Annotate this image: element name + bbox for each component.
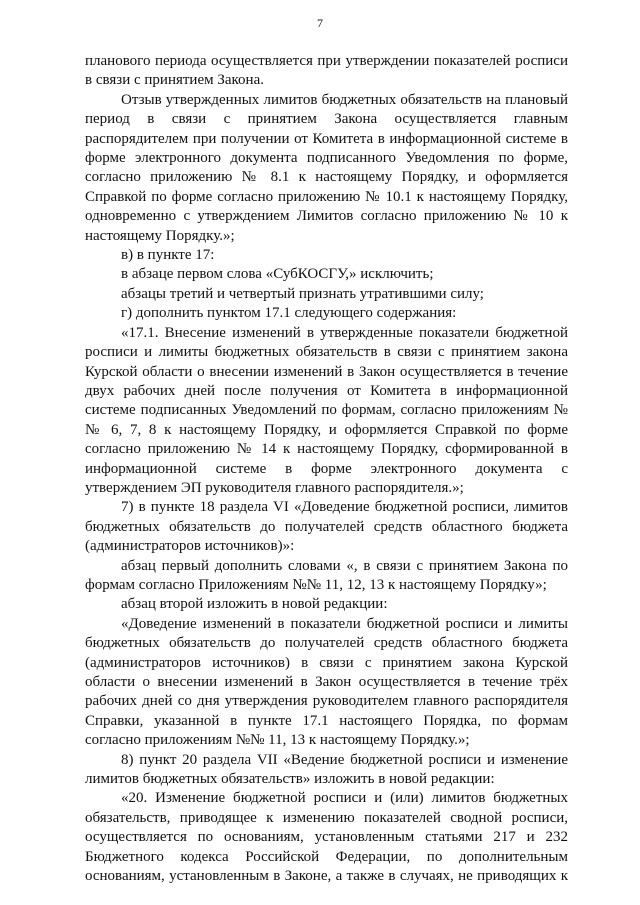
paragraph-item-g: г) дополнить пунктом 17.1 следующего содержания: — [121, 305, 457, 322]
paragraph-item-7: 7) в пункте 18 раздела VI «Доведение бюджетной росписи, лимитов бюджетных обязательств до получателей средств областного бюджета (администраторов источников)»: — [85, 499, 568, 555]
paragraph-second-abzac: абзац второй изложить в новой редакции: — [121, 596, 388, 613]
paragraph-first-abzac: в абзаце первом слова «СубКОСГУ,» исключить; — [121, 266, 434, 283]
paragraph-withdrawal-limits: Отзыв утвержденных лимитов бюджетных обязательств на плановый период в связи с принятием Закона осуществляется главным распорядителем при получении от Комитета в информационной системе в форме электронного документа подписанного Уведомления по форме, согласно приложению № 8.1 к настоящему Порядку, и оформляется Справкой по форме согласно приложению № 10.1 к настоящему Порядку, одновременно с утверждением Лимитов согласно приложению № 10 к настоящему Порядку.»; — [85, 91, 568, 244]
paragraph-20: «20. Изменение бюджетной росписи и (или) лимитов бюджетных обязательств, приводящее к изменению показателей сводной росписи, осуществляется по основаниям, установленным статьями 217 и 232 Бюджетного кодекса Российской Федерации, по дополнительным основаниям, установленным в Законе, а также в случаях, не приводящих к — [85, 790, 568, 885]
paragraph-third-fourth-abzac: абзацы третий и четвертый признать утратившими силу; — [121, 285, 484, 302]
page-number: 7 — [317, 16, 323, 30]
paragraph-17-1: «17.1. Внесение изменений в утвержденные показатели бюджетной росписи и лимиты бюджетных обязательств в связи с принятием закона Курской области о внесении изменений в Закон осуществляется в течение двух рабочих дней после получения от Комитета в информационной системе подписанных Уведомлений по формам, согласно приложениям №№ 6, 7, 8 к настоящему Порядку, и оформляется Справкой по форме согласно приложению № 14 к настоящему Порядку, сформированной в информационной системе в форме электронного документа с утверждением ЭП руководителя главного распорядителя.»; — [85, 324, 568, 496]
document-body — [85, 52, 568, 886]
paragraph-dovedenie: «Доведение изменений в показатели бюджетной росписи и лимиты бюджетных обязательств до получателей средств областного бюджета (администраторов источников) в связи с принятием закона Курской области о внесении изменений в Закон осуществляется в течение трёх рабочих дней со дня утверждения руководителем главного распорядителя Справки, указанной в пункте 17.1 настоящего Порядка, по формам согласно приложениям №№ 11, 13 к настоящему Порядку.»; — [85, 615, 568, 749]
paragraph-continuation-planning-period: планового периода осуществляется при утверждении показателей росписи в связи с принятием Закона. — [85, 53, 568, 89]
paragraph-first-abzac-add: абзац первый дополнить словами «, в связи с принятием Закона по формам согласно Приложениям №№ 11, 12, 13 к настоящему Порядку»; — [85, 557, 568, 593]
paragraph-item-8: 8) пункт 20 раздела VII «Ведение бюджетной росписи и изменение лимитов бюджетных обязательств» изложить в новой редакции: — [85, 751, 568, 788]
paragraph-item-v: в) в пункте 17: — [121, 247, 215, 264]
